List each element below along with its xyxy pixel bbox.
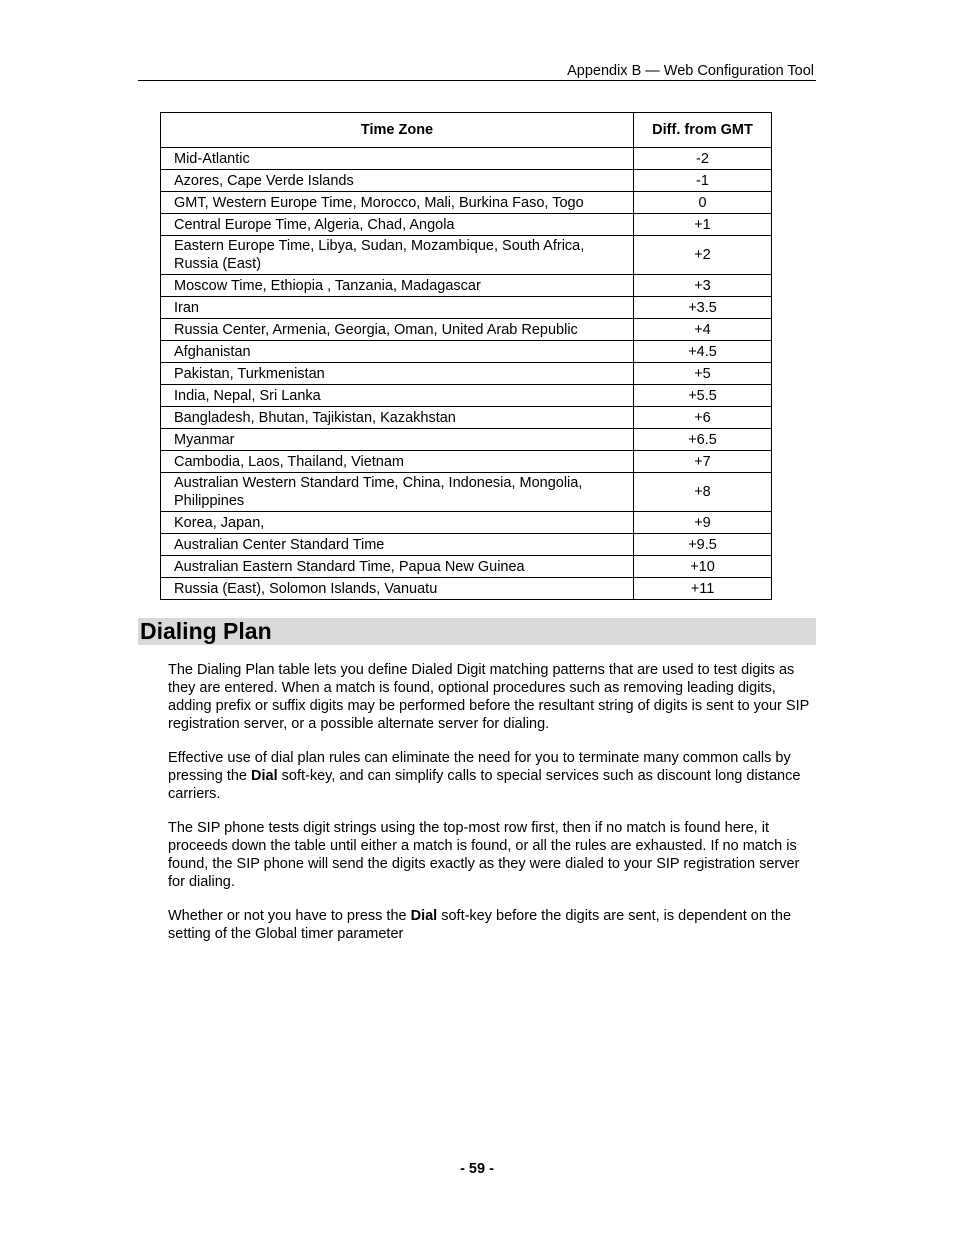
gmt-diff-cell: -1 xyxy=(634,170,772,192)
gmt-diff-cell: -2 xyxy=(634,148,772,170)
table-row xyxy=(161,451,772,473)
gmt-diff-cell: +4 xyxy=(634,319,772,341)
gmt-diff-cell: +11 xyxy=(634,578,772,600)
gmt-diff-cell: +3 xyxy=(634,275,772,297)
gmt-diff-cell: +3.5 xyxy=(634,297,772,319)
table-row xyxy=(161,473,772,512)
time-zone-cell: Moscow Time, Ethiopia , Tanzania, Madagascar xyxy=(161,275,634,297)
table-row xyxy=(161,319,772,341)
page-number: - 59 - xyxy=(460,1161,494,1177)
time-zone-table xyxy=(160,112,772,600)
gmt-diff-cell: +4.5 xyxy=(634,341,772,363)
table-row xyxy=(161,275,772,297)
time-zone-cell: Iran xyxy=(161,297,634,319)
time-zone-cell: Australian Eastern Standard Time, Papua New Guinea xyxy=(161,556,634,578)
table-row xyxy=(161,385,772,407)
table-row xyxy=(161,148,772,170)
paragraph-text: soft-key, and can simplify calls to special services such as discount long distance carriers. xyxy=(168,768,801,802)
paragraph-text: soft-key before the digits are sent, is dependent on the setting of the Global timer parameter xyxy=(168,908,792,942)
table-row xyxy=(161,170,772,192)
section-heading-bar xyxy=(138,618,816,645)
table-row xyxy=(161,534,772,556)
gmt-diff-cell: +5 xyxy=(634,363,772,385)
time-zone-cell: Australian Western Standard Time, China, Indonesia, Mongolia, Philippines xyxy=(161,473,634,512)
time-zone-cell: Myanmar xyxy=(161,429,634,451)
column-header-time-zone: Time Zone xyxy=(161,113,634,148)
time-zone-cell: Russia (East), Solomon Islands, Vanuatu xyxy=(161,578,634,600)
paragraph-intro: The Dialing Plan table lets you define Dialed Digit matching patterns that are used to test digits as they are entered. When a match is found, optional procedures such as removing leading digits, adding prefix or suffix digits may be performed before the resultant string of digits is sent to your SIP registration server, or a possible alternate server for dialing. xyxy=(168,662,810,732)
table-row xyxy=(161,429,772,451)
time-zone-cell: Korea, Japan, xyxy=(161,512,634,534)
time-zone-cell: GMT, Western Europe Time, Morocco, Mali, Burkina Faso, Togo xyxy=(161,192,634,214)
gmt-diff-cell: +1 xyxy=(634,214,772,236)
time-zone-cell: Pakistan, Turkmenistan xyxy=(161,363,634,385)
gmt-diff-cell: +5.5 xyxy=(634,385,772,407)
gmt-diff-cell: +9 xyxy=(634,512,772,534)
section-title: Dialing Plan xyxy=(140,618,272,644)
gmt-diff-cell: 0 xyxy=(634,192,772,214)
table-row xyxy=(161,512,772,534)
gmt-diff-cell: +2 xyxy=(634,236,772,275)
table-row xyxy=(161,341,772,363)
time-zone-cell: Russia Center, Armenia, Georgia, Oman, United Arab Republic xyxy=(161,319,634,341)
body-text xyxy=(168,661,818,959)
time-zone-cell: Bangladesh, Bhutan, Tajikistan, Kazakhstan xyxy=(161,407,634,429)
paragraph-text: Effective use of dial plan rules can eliminate the need for you to terminate many common calls by pressing the xyxy=(168,750,791,784)
paragraph-text: Whether or not you have to press the xyxy=(168,908,411,924)
table-row xyxy=(161,407,772,429)
table-row xyxy=(161,297,772,319)
table-row xyxy=(161,578,772,600)
gmt-diff-cell: +6 xyxy=(634,407,772,429)
table-header-row xyxy=(161,113,772,148)
gmt-diff-cell: +6.5 xyxy=(634,429,772,451)
time-zone-cell: Eastern Europe Time, Libya, Sudan, Mozambique, South Africa, Russia (East) xyxy=(161,236,634,275)
dial-keyword: Dial xyxy=(410,908,438,924)
paragraph-dial-softkey xyxy=(168,907,818,943)
time-zone-cell: Azores, Cape Verde Islands xyxy=(161,170,634,192)
time-zone-cell: Central Europe Time, Algeria, Chad, Angola xyxy=(161,214,634,236)
time-zone-cell: India, Nepal, Sri Lanka xyxy=(161,385,634,407)
time-zone-cell: Afghanistan xyxy=(161,341,634,363)
paragraph-digit-tests: The SIP phone tests digit strings using the top-most row first, then if no match is found here, it proceeds down the table until either a match is found, or all the rules are exhausted. If no match is found, the SIP phone will send the digits exactly as they were dialed to your SIP registration server for dialing. xyxy=(168,820,800,890)
column-header-diff-from-gmt: Diff. from GMT xyxy=(634,113,772,148)
page-header: Appendix B — Web Configuration Tool xyxy=(138,61,816,81)
time-zone-cell: Australian Center Standard Time xyxy=(161,534,634,556)
dial-keyword: Dial xyxy=(251,768,278,784)
time-zone-cell: Mid-Atlantic xyxy=(161,148,634,170)
gmt-diff-cell: +8 xyxy=(634,473,772,512)
table-row xyxy=(161,214,772,236)
table-row xyxy=(161,363,772,385)
table-row xyxy=(161,236,772,275)
gmt-diff-cell: +9.5 xyxy=(634,534,772,556)
gmt-diff-cell: +7 xyxy=(634,451,772,473)
time-zone-cell: Cambodia, Laos, Thailand, Vietnam xyxy=(161,451,634,473)
table-row xyxy=(161,192,772,214)
paragraph-dial-plan-rules xyxy=(168,749,818,803)
table-row xyxy=(161,556,772,578)
gmt-diff-cell: +10 xyxy=(634,556,772,578)
